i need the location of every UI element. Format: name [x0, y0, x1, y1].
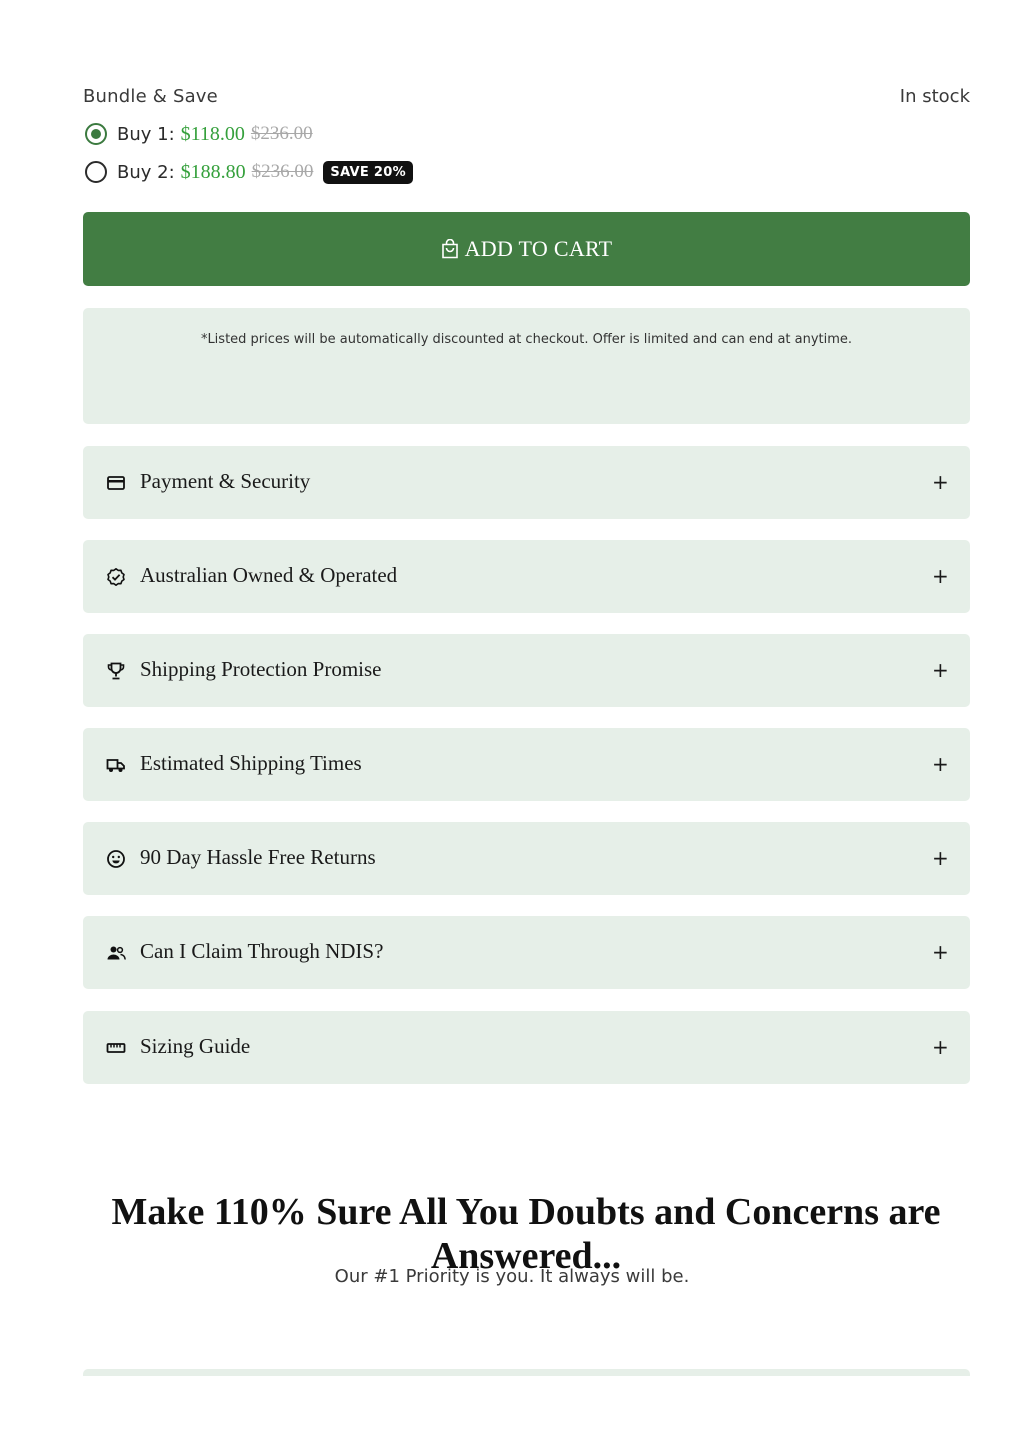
faq-subheading: Our #1 Priority is you. It always will be. — [334, 1266, 690, 1287]
option-label: Buy 2: — [117, 161, 175, 183]
faq-heading: Make 110% Sure All You Doubts and Concerns are Answered... — [111, 1190, 941, 1277]
plus-icon[interactable]: + — [932, 470, 949, 494]
accordion-ndis[interactable] — [83, 916, 970, 989]
option-label: Buy 1: — [117, 123, 175, 145]
radio-unselected[interactable] — [85, 161, 107, 183]
verified-badge-icon — [106, 567, 126, 587]
plus-icon[interactable]: + — [932, 846, 949, 870]
add-to-cart-button[interactable] — [83, 212, 970, 286]
accordion-estimated-shipping[interactable] — [83, 728, 970, 801]
accordion-title: Payment & Security — [140, 469, 311, 493]
people-icon — [106, 943, 126, 963]
accordion-title: Estimated Shipping Times — [140, 751, 362, 775]
option-price: $118.00 — [180, 122, 245, 145]
option-compare-price: $236.00 — [250, 123, 313, 144]
ruler-icon — [106, 1038, 126, 1058]
plus-icon[interactable]: + — [932, 940, 949, 964]
accordion-shipping-protection[interactable] — [83, 634, 970, 707]
shopping-bag-icon — [441, 239, 459, 259]
plus-icon[interactable]: + — [932, 658, 949, 682]
bundle-title: Bundle & Save — [83, 86, 218, 107]
truck-icon — [106, 755, 126, 775]
plus-icon[interactable]: + — [932, 1035, 949, 1059]
stock-status: In stock — [899, 86, 970, 107]
plus-icon[interactable]: + — [932, 564, 949, 588]
accordion-australian-owned[interactable] — [83, 540, 970, 613]
bundle-header — [83, 86, 970, 112]
radio-selected[interactable] — [85, 123, 107, 145]
bundle-option-buy-2[interactable] — [85, 158, 413, 186]
accordion-title: Australian Owned & Operated — [140, 563, 398, 587]
plus-icon[interactable]: + — [932, 752, 949, 776]
accordion-title: Can I Claim Through NDIS? — [140, 939, 384, 963]
credit-card-icon — [106, 473, 126, 493]
accordion-sizing-guide[interactable] — [83, 1011, 970, 1084]
accordion-returns[interactable] — [83, 822, 970, 895]
add-to-cart-label: ADD TO CART — [464, 236, 613, 261]
smiley-icon — [106, 849, 126, 869]
trophy-icon — [106, 661, 126, 681]
faq-card-edge — [83, 1369, 970, 1376]
accordion-title: Sizing Guide — [140, 1034, 251, 1058]
option-compare-price: $236.00 — [251, 161, 314, 182]
bundle-option-buy-1[interactable] — [85, 120, 313, 148]
save-badge: SAVE 20% — [323, 161, 413, 184]
option-price: $188.80 — [180, 160, 246, 183]
accordion-title: Shipping Protection Promise — [140, 657, 382, 681]
discount-notice-text: *Listed prices will be automatically discounted at checkout. Offer is limited and can end at anytime. — [200, 332, 853, 347]
accordion-title: 90 Day Hassle Free Returns — [140, 845, 376, 869]
accordion-payment-security[interactable] — [83, 446, 970, 519]
discount-notice — [83, 308, 970, 424]
